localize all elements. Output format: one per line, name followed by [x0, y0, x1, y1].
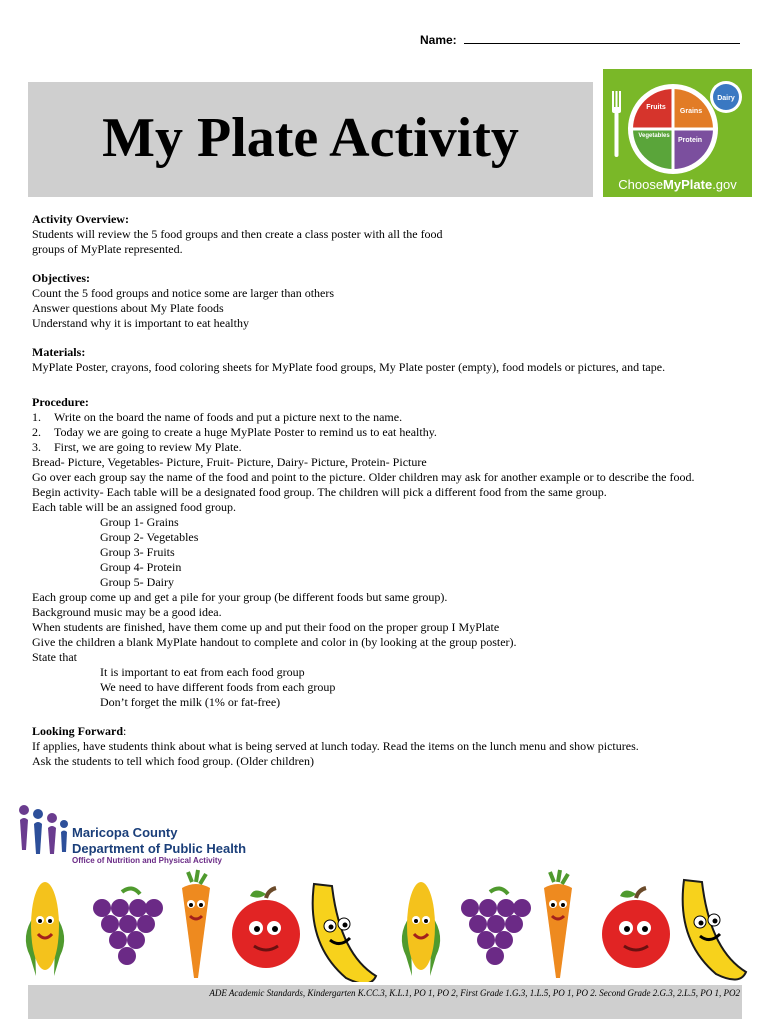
people-icon	[16, 802, 72, 858]
group-item: Group 5- Dairy	[100, 575, 174, 589]
group-item: Group 4- Protein	[100, 560, 182, 574]
overview-line: groups of MyPlate represented.	[32, 242, 183, 256]
carrot-icon	[182, 870, 210, 978]
name-underline	[464, 33, 740, 44]
corn-icon	[26, 882, 64, 976]
procedure-heading: Procedure:	[32, 395, 89, 409]
objectives-heading: Objectives:	[32, 271, 90, 285]
procedure-line: Bread- Picture, Vegetables- Picture, Fruit- Picture, Dairy- Picture, Protein- Picture	[32, 455, 427, 469]
group-item: Group 2- Vegetables	[100, 530, 199, 544]
materials-heading: Materials:	[32, 345, 86, 359]
standards-footer	[28, 985, 742, 1019]
overview-line: Students will review the 5 food groups and then create a class poster with all the food	[32, 227, 443, 241]
carrot-icon	[544, 870, 572, 978]
state-item: Don’t forget the milk (1% or fat-free)	[100, 695, 281, 709]
org-department: Department of Public Health	[72, 841, 247, 856]
procedure-line: Begin activity- Each table will be a designated food group. The children will pick a different food from the same group.	[32, 485, 607, 499]
activity-content	[32, 212, 742, 769]
overview-section	[32, 212, 742, 257]
apple-icon	[232, 888, 300, 968]
title-banner	[28, 82, 593, 197]
myplate-plate-graphic	[603, 69, 752, 175]
corn-icon	[402, 882, 440, 976]
objective-line: Count the 5 food groups and notice some are larger than others	[32, 286, 335, 300]
group-item: Group 3- Fruits	[100, 545, 175, 559]
org-office: Office of Nutrition and Physical Activity	[72, 856, 222, 865]
protein-section	[673, 129, 713, 169]
fork-icon	[612, 91, 621, 157]
overview-heading: Activity Overview:	[32, 212, 129, 226]
page-title: My Plate Activity	[102, 107, 519, 169]
objectives-section	[32, 271, 742, 331]
name-label: Name:	[420, 33, 461, 47]
procedure-line: Go over each group say the name of the food and point to the picture. Older children may ask for another example or to describe the food.	[32, 470, 695, 484]
looking-forward-section: Looking Forward: If applies, have students think about what is being served at lunch today. Read the items on the lunch menu and show pictures. Ask the students to tell which food group. (Older children)	[32, 724, 742, 769]
procedure-line: Background music may be a good idea.	[32, 605, 222, 619]
procedure-line: Give the children a blank MyPlate handout to complete and color in (by looking at the group poster).	[32, 635, 517, 649]
grapes-icon	[461, 888, 531, 965]
vegetables-label: Vegetables	[638, 133, 670, 139]
org-name: Maricopa County	[72, 825, 178, 840]
name-field	[420, 33, 740, 47]
myplate-logo	[603, 69, 752, 197]
state-item: We need to have different foods from each group	[100, 680, 336, 694]
grains-label: Grains	[679, 108, 703, 115]
apple-icon	[602, 888, 670, 968]
group-item: Group 1- Grains	[100, 515, 179, 529]
materials-line: MyPlate Poster, crayons, food coloring sheets for MyPlate food groups, My Plate poster (empty), food models or pictures, and tape.	[32, 360, 666, 374]
objective-line: Answer questions about My Plate foods	[32, 301, 224, 315]
banana-icon	[683, 880, 746, 980]
procedure-step: 2. Today we are going to create a huge MyPlate Poster to remind us to eat healthy.	[32, 425, 437, 439]
mcdph-logo	[16, 802, 276, 865]
objective-line: Understand why it is important to eat healthy	[32, 316, 249, 330]
procedure-line: State that	[32, 650, 77, 664]
looking-forward-heading: Looking Forward	[32, 724, 124, 738]
dairy-label: Dairy	[717, 95, 735, 102]
protein-label: Protein	[677, 137, 703, 144]
looking-forward-line: Ask the students to tell which food group. (Older children)	[32, 754, 314, 768]
procedure-section	[32, 395, 742, 710]
logo-caption: ChooseMyPlate.gov	[618, 177, 737, 192]
materials-section	[32, 345, 742, 375]
grapes-icon	[93, 888, 163, 965]
procedure-step: 1. Write on the board the name of foods and put a picture next to the name.	[32, 410, 403, 424]
cartoon-food-row	[0, 866, 768, 982]
standards-text: ADE Academic Standards, Kindergarten K.CC.3, K.L.1, PO 1, PO 2, First Grade 1.G.3, 1.L.5, PO 1, PO 2. Second Grade 2.G.3, 2.L.5, PO 1, PO2	[209, 988, 740, 998]
banana-icon	[313, 884, 376, 982]
procedure-step: 3. First, we are going to review My Plate.	[32, 440, 242, 454]
procedure-line: Each table will be an assigned food group.	[32, 500, 236, 514]
plate-sections	[633, 89, 713, 169]
looking-forward-line: If applies, have students think about what is being served at lunch today. Read the items on the lunch menu and show pictures.	[32, 739, 639, 753]
state-item: It is important to eat from each food group	[100, 665, 305, 679]
procedure-line: When students are finished, have them come up and put their food on the proper group I MyPlate	[32, 620, 500, 634]
procedure-line: Each group come up and get a pile for your group (be different foods but same group).	[32, 590, 448, 604]
fruits-label: Fruits	[646, 104, 666, 111]
